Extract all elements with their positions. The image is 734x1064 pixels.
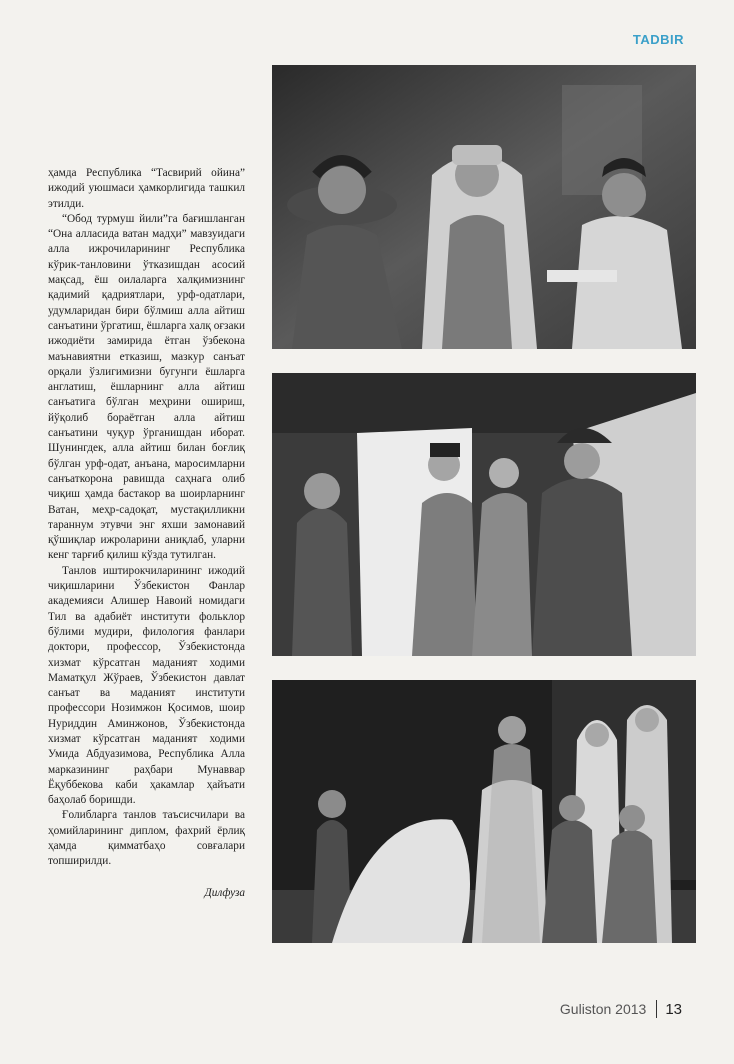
page-footer [560,1000,682,1018]
photo-stage-performers-seated [272,680,696,943]
section-tag: TADBIR [632,32,684,47]
article-paragraph-2: “Обод турмуш йили”га бағишланган “Она алласида ватан мадҳи” мавзуидаги алла ижрочиларининг Республика кўрик-танловини ўтказишдан асосий мақсад, ёш оилаларга халқимизнинг қадимий қадриятлари, урф-одатлари, удумларидан бири бўлмиш алла айтиш санъатини ўргатиш, ёшларга халқ оғзаки ижодиёти замирида ётган ўзбекона маънавиятни етказиш, мазкур санъат орқали ўзлигимизни бугунги ёшларга англатиш, ёшларнинг алла айтиш санъатига бўлган меҳрини ошириш, йўқолиб бораётган алла айтиш санъатини чуқур ўрганишдан иборат. Шунингдек, алла айтиш билан боғлиқ бўлган урф-одат, анъана, маросимларни санъаткорона равишда саҳнага олиб чиқиш ҳамда бастакор ва шоирларнинг Ватан, меҳр-садоқат, мустақилликни тараннум этувчи энг яхши замонавий қўшиқлар ижроларини аниқлаб, уларни кенг тарғиб қилиш кўзда тутилган. [48,212,245,562]
footer-divider [656,1000,657,1018]
article-paragraph-4: Ғолибларга танлов таъсисчилари ва ҳомийларининг диплом, фахрий ёрлиқ ҳамда қимматбаҳо совғалари топширилди. [48,809,245,868]
page-number: 13 [665,1000,682,1018]
article-author: Дилфуза [204,886,245,899]
photo-three-women-costume [272,65,696,349]
article-text-column [48,166,245,901]
photo-stage-wedding-scene [272,373,696,656]
article-paragraph-3: Танлов иштирокчиларининг ижодий чиқишларини Ўзбекистон Фанлар академияси Алишер Навоий номидаги Тил ва адабиёт институти фольклор бўлими мудири, филология фанлари доктори, профессор, Ўзбекистонда хизмат кўрсатган маданият ходими Маматқул Жўраев, Ўзбекистон давлат санъат ва маданият институти профессори Нозимжон Қосимов, шоир Нуриддин Аминжонов, Ўзбекистонда хизмат кўрсатган маданият ходими Умида Абдуазимова, Республика Алла марказининг раҳбари Мунаввар Ёқуббекова каби ҳакамлар ҳайъати баҳолаб боришди. [48,564,245,807]
magazine-name: Guliston 2013 [559,1001,647,1017]
article-paragraph-1: ҳамда Республика “Тасвирий ойина” ижодий уюшмаси ҳамкорлигида ташкил этилди. [48,167,245,210]
